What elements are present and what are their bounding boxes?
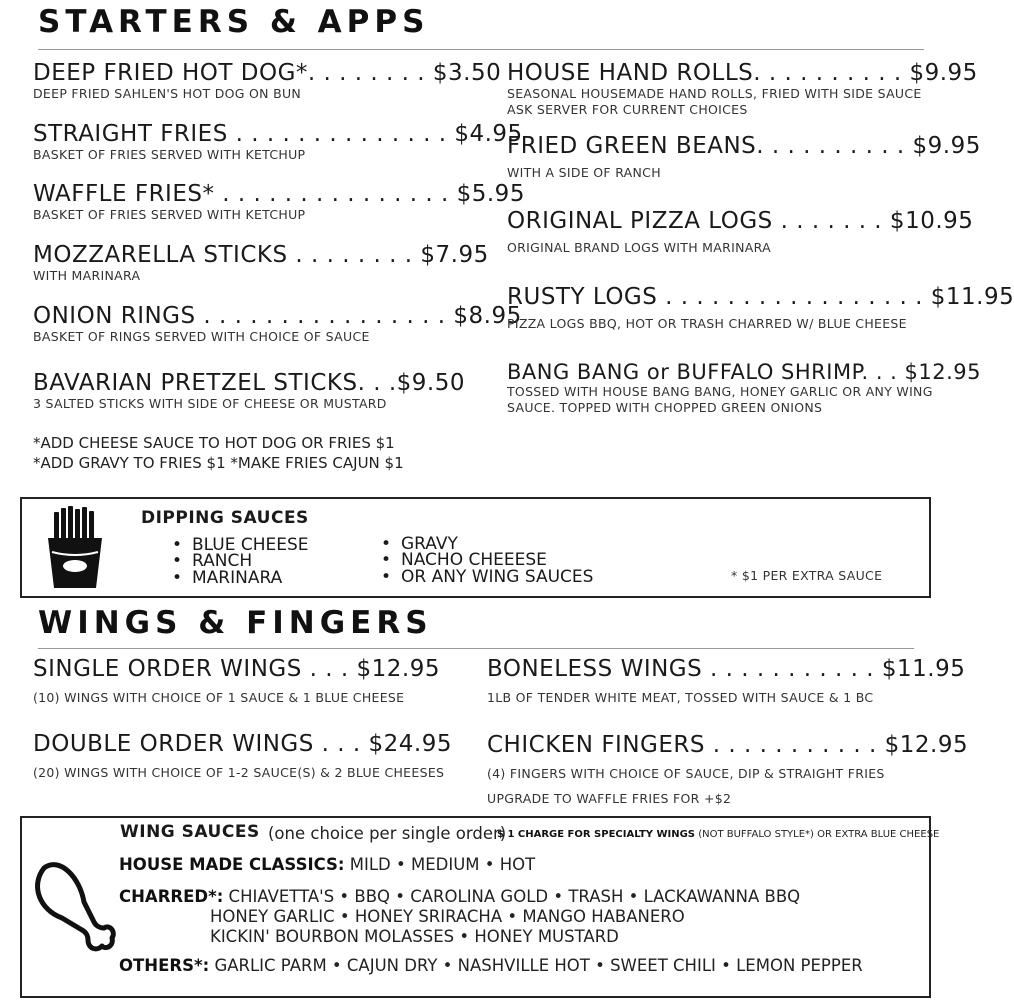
- sauce-item: • OR ANY WING SAUCES: [381, 567, 594, 587]
- item-name: FRIED GREEN BEANS. . . . . . . . . . $9.95: [507, 133, 981, 159]
- wing-sauces-subtitle: (one choice per single order): [268, 824, 507, 843]
- extra-sauce-note: * $1 PER EXTRA SAUCE: [731, 568, 883, 583]
- menu-item: [507, 284, 1014, 332]
- item-name: RUSTY LOGS . . . . . . . . . . . . . . . . . $11.95: [507, 284, 1014, 310]
- item-desc: DEEP FRIED SAHLEN'S HOT DOG ON BUN: [33, 86, 302, 101]
- item-name: BANG BANG or BUFFALO SHRIMP. . . $12.95: [507, 360, 981, 384]
- item-name: WAFFLE FRIES* . . . . . . . . . . . . . . . $5.95: [33, 181, 525, 207]
- menu-item: [507, 133, 981, 181]
- item-desc: UPGRADE TO WAFFLE FRIES FOR +$2: [487, 791, 732, 806]
- item-name: CHICKEN FINGERS . . . . . . . . . . . $12.95: [487, 732, 969, 758]
- item-desc: 1LB OF TENDER WHITE MEAT, TOSSED WITH SAUCE & 1 BC: [487, 690, 874, 705]
- item-name: BAVARIAN PRETZEL STICKS. . .$9.50: [33, 370, 465, 396]
- item-desc: (10) WINGS WITH CHOICE OF 1 SAUCE & 1 BLUE CHEESE: [33, 690, 405, 705]
- item-name: ORIGINAL PIZZA LOGS . . . . . . . $10.95: [507, 208, 974, 234]
- divider: [38, 49, 924, 50]
- other-sauces: OTHERS*: GARLIC PARM • CAJUN DRY • NASHVILLE HOT • SWEET CHILI • LEMON PEPPER: [119, 956, 863, 975]
- item-desc: SAUCE. TOPPED WITH CHOPPED GREEN ONIONS: [507, 400, 823, 415]
- charge-note: $ 1 CHARGE FOR SPECIALTY WINGS (NOT BUFFALO STYLE*) OR EXTRA BLUE CHEESE: [497, 829, 940, 840]
- menu-item: [33, 656, 440, 706]
- item-desc: BASKET OF RINGS SERVED WITH CHOICE OF SAUCE: [33, 329, 370, 344]
- item-name: ONION RINGS . . . . . . . . . . . . . . . . $8.95: [33, 303, 522, 329]
- menu-item: [487, 732, 968, 807]
- item-name: BONELESS WINGS . . . . . . . . . . . $11.95: [487, 656, 966, 682]
- item-desc: BASKET OF FRIES SERVED WITH KETCHUP: [33, 207, 306, 222]
- item-name: DEEP FRIED HOT DOG*. . . . . . . . $3.50: [33, 60, 502, 86]
- fries-icon: [46, 506, 104, 588]
- item-desc: WITH A SIDE OF RANCH: [507, 165, 661, 180]
- item-name: DOUBLE ORDER WINGS . . . $24.95: [33, 731, 453, 757]
- menu-item: [33, 121, 523, 163]
- item-name: HOUSE HAND ROLLS. . . . . . . . . . $9.95: [507, 60, 978, 86]
- menu-item: [507, 60, 978, 118]
- sauce-item: • NACHO CHEEESE: [381, 550, 547, 570]
- menu-item: [507, 360, 981, 416]
- item-desc: (20) WINGS WITH CHOICE OF 1-2 SAUCE(S) & 2 BLUE CHEESES: [33, 765, 445, 780]
- drumstick-icon: [34, 858, 116, 954]
- charred-sauces-line: KICKIN' BOURBON MOLASSES • HONEY MUSTARD: [210, 927, 619, 946]
- item-desc: ASK SERVER FOR CURRENT CHOICES: [507, 102, 748, 117]
- menu-item: [33, 242, 489, 284]
- sauce-item: • BLUE CHEESE: [172, 535, 309, 555]
- addon-note: *ADD GRAVY TO FRIES $1 *MAKE FRIES CAJUN $1: [33, 454, 404, 472]
- starters-title: STARTERS & APPS: [38, 4, 430, 40]
- menu-item: [33, 731, 452, 781]
- item-desc: (4) FINGERS WITH CHOICE OF SAUCE, DIP & STRAIGHT FRIES: [487, 766, 885, 781]
- house-sauces: HOUSE MADE CLASSICS: MILD • MEDIUM • HOT: [119, 855, 536, 874]
- charred-sauces-line: HONEY GARLIC • HONEY SRIRACHA • MANGO HABANERO: [210, 907, 685, 926]
- dipping-sauces-title: DIPPING SAUCES: [141, 508, 309, 528]
- menu-item: [487, 656, 965, 706]
- item-name: STRAIGHT FRIES . . . . . . . . . . . . . . $4.95: [33, 121, 523, 147]
- menu-item: [33, 181, 525, 223]
- item-name: SINGLE ORDER WINGS . . . $12.95: [33, 656, 440, 682]
- wing-sauces-title: WING SAUCES: [120, 822, 260, 842]
- menu-item: [33, 303, 522, 345]
- item-desc: TOSSED WITH HOUSE BANG BANG, HONEY GARLIC OR ANY WING: [507, 384, 933, 399]
- menu-item: [33, 370, 465, 412]
- item-name: MOZZARELLA STICKS . . . . . . . . $7.95: [33, 242, 489, 268]
- item-desc: ORIGINAL BRAND LOGS WITH MARINARA: [507, 240, 771, 255]
- item-desc: PIZZA LOGS BBQ, HOT OR TRASH CHARRED W/ BLUE CHEESE: [507, 316, 907, 331]
- wings-title: WINGS & FINGERS: [38, 605, 433, 641]
- sauce-item: • MARINARA: [172, 568, 283, 588]
- addon-note: *ADD CHEESE SAUCE TO HOT DOG OR FRIES $1: [33, 434, 395, 452]
- item-desc: WITH MARINARA: [33, 268, 141, 283]
- sauce-item: • RANCH: [172, 551, 253, 571]
- charred-sauces: CHARRED*: CHIAVETTA'S • BBQ • CAROLINA GOLD • TRASH • LACKAWANNA BBQ: [119, 887, 801, 906]
- divider: [38, 648, 914, 649]
- item-desc: BASKET OF FRIES SERVED WITH KETCHUP: [33, 147, 306, 162]
- item-desc: 3 SALTED STICKS WITH SIDE OF CHEESE OR MUSTARD: [33, 396, 387, 411]
- menu-item: [33, 60, 501, 102]
- menu-item: [507, 208, 973, 256]
- item-desc: SEASONAL HOUSEMADE HAND ROLLS, FRIED WITH SIDE SAUCE: [507, 86, 922, 101]
- sauce-item: • GRAVY: [381, 534, 458, 554]
